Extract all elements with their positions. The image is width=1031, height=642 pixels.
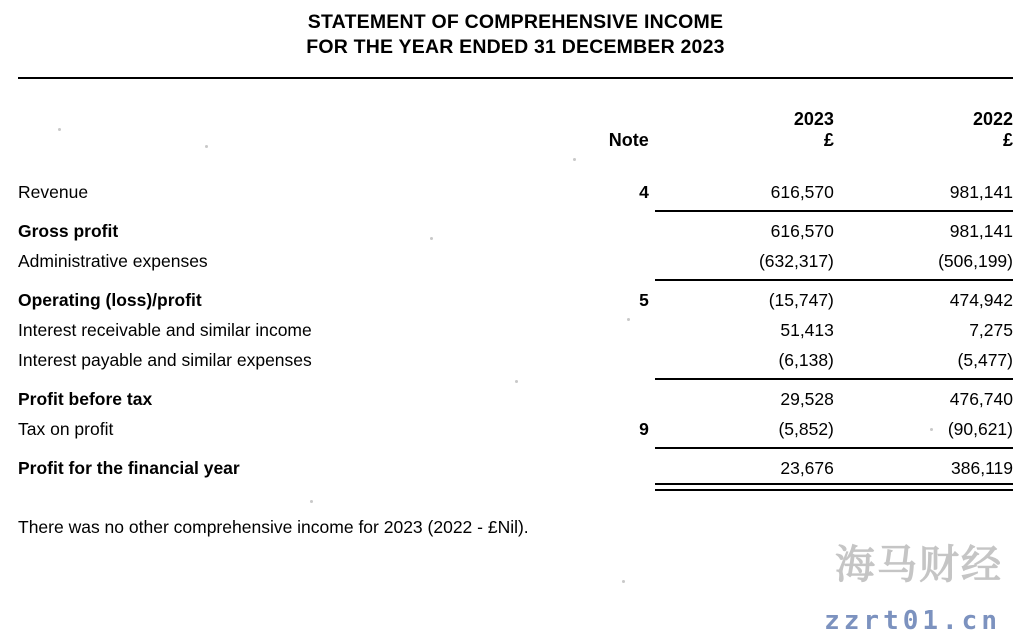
row-label-admin-expenses: Administrative expenses (18, 251, 208, 271)
table-row (18, 380, 1013, 410)
subtotal-rule-operating-profit (18, 272, 1013, 281)
row-prior-profit-before-tax: 476,740 (949, 389, 1013, 409)
title-line-2: FOR THE YEAR ENDED 31 DECEMBER 2023 (306, 36, 725, 58)
income-statement-table (18, 87, 1013, 491)
row-note-admin-expenses (535, 242, 654, 272)
table-row (18, 449, 1013, 479)
row-current-profit-before-tax: 29,528 (780, 389, 834, 409)
spacer-row (18, 151, 1013, 173)
row-note-interest-payable (535, 341, 654, 371)
row-label-tax-on-profit: Tax on profit (18, 419, 114, 439)
row-label-interest-receivable: Interest receivable and similar income (18, 320, 312, 340)
table-row (18, 281, 1013, 311)
scan-speck (622, 580, 625, 583)
header-blank-2 (18, 130, 535, 151)
row-current-admin-expenses: (632,317) (758, 251, 834, 271)
table-row (18, 341, 1013, 371)
row-label-revenue: Revenue (18, 182, 89, 202)
header-note-label: Note (608, 130, 649, 150)
scan-speck (573, 158, 576, 161)
row-prior-profit-for-year: 386,119 (951, 458, 1013, 478)
watermark-url: zzrt01.cn (824, 606, 1001, 636)
spacer-row (18, 87, 1013, 109)
scan-speck (515, 380, 518, 383)
table-row (18, 212, 1013, 242)
row-current-revenue: 616,570 (770, 182, 834, 202)
subtotal-rule-profit-for-year (18, 440, 1013, 449)
row-prior-gross-profit: 981,141 (949, 221, 1013, 241)
row-note-profit-for-year (535, 449, 654, 479)
scan-speck (310, 500, 313, 503)
row-prior-interest-receivable: 7,275 (969, 320, 1013, 340)
row-label-gross-profit: Gross profit (18, 221, 119, 241)
table-row (18, 242, 1013, 272)
row-label-operating-profit: Operating (loss)/profit (18, 290, 202, 310)
row-prior-interest-payable: (5,477) (957, 350, 1013, 370)
table-row (18, 311, 1013, 341)
header-blank (18, 109, 535, 130)
row-current-operating-profit: (15,747) (768, 290, 834, 310)
header-year-current: 2023 (793, 109, 834, 129)
row-note-profit-before-tax (535, 380, 654, 410)
row-current-gross-profit: 616,570 (770, 221, 834, 241)
table-header-currency (18, 130, 1013, 151)
footnote-text: There was no other comprehensive income for 2023 (2022 - £Nil). (18, 517, 529, 537)
header-currency-prior: £ (1002, 130, 1013, 150)
title-divider (18, 77, 1013, 79)
table-row (18, 173, 1013, 203)
row-current-interest-payable: (6,138) (778, 350, 834, 370)
row-note-revenue: 4 (639, 182, 649, 202)
subtotal-rule-gross-profit (18, 203, 1013, 212)
scan-speck (58, 128, 61, 131)
row-current-profit-for-year: 23,676 (780, 458, 834, 478)
header-year-prior: 2022 (972, 109, 1013, 129)
subtotal-rule-profit-before-tax (18, 371, 1013, 380)
row-note-interest-receivable (535, 311, 654, 341)
header-currency-current: £ (823, 130, 834, 150)
row-label-interest-payable: Interest payable and similar expenses (18, 350, 312, 370)
row-prior-operating-profit: 474,942 (949, 290, 1013, 310)
row-current-interest-receivable: 51,413 (780, 320, 834, 340)
total-double-rule (18, 479, 1013, 491)
scan-speck (930, 428, 933, 431)
row-note-tax-on-profit: 9 (639, 419, 649, 439)
row-prior-tax-on-profit: (90,621) (947, 419, 1013, 439)
table-row (18, 410, 1013, 440)
row-prior-revenue: 981,141 (949, 182, 1013, 202)
scan-speck (627, 318, 630, 321)
table-header-years (18, 109, 1013, 130)
row-note-operating-profit: 5 (639, 290, 649, 310)
row-label-profit-for-year: Profit for the financial year (18, 458, 240, 478)
scan-speck (205, 145, 208, 148)
row-prior-admin-expenses: (506,199) (938, 251, 1013, 271)
watermark-brand: 海马财经 (835, 542, 1003, 588)
title-line-1: STATEMENT OF COMPREHENSIVE INCOME (307, 11, 724, 33)
scan-speck (430, 237, 433, 240)
header-note-blank (535, 109, 654, 130)
page-title (18, 0, 1013, 60)
row-note-gross-profit (535, 212, 654, 242)
row-label-profit-before-tax: Profit before tax (18, 389, 153, 409)
row-current-tax-on-profit: (5,852) (778, 419, 834, 439)
